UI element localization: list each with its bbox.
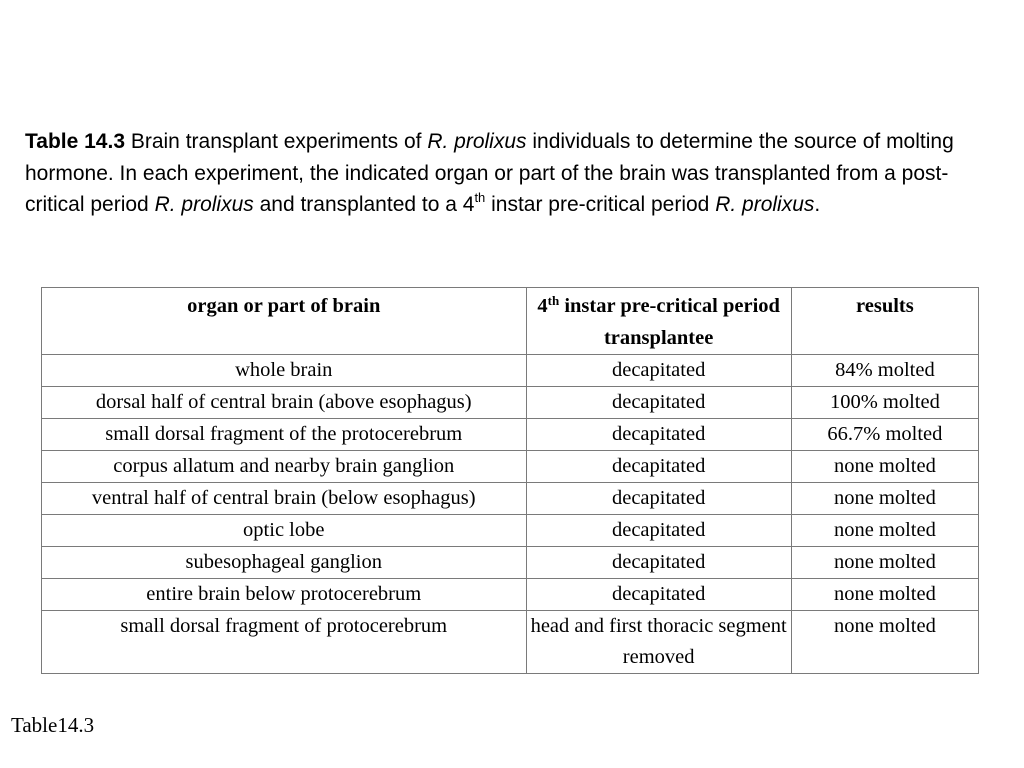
cell-transplantee: decapitated [526,579,791,611]
header-results: results [791,288,978,355]
cell-organ: subesophageal ganglion [42,547,527,579]
cell-result: none molted [791,483,978,515]
table-row [42,387,979,419]
table-caption [25,126,985,221]
table-row [42,611,979,674]
cell-organ: corpus allatum and nearby brain ganglion [42,451,527,483]
cell-transplantee: decapitated [526,355,791,387]
caption-text: and transplanted to a 4 [253,193,475,216]
caption-label: Table 14.3 [25,130,125,153]
caption-text: individuals to determine the source of molting hormone. In each experiment, the indicated organ or part of the brain was transplanted from a post-critical period [25,130,954,216]
cell-transplantee: decapitated [526,515,791,547]
header-ordinal-superscript: th [547,293,560,308]
cell-organ: dorsal half of central brain (above esophagus) [42,387,527,419]
cell-organ: entire brain below protocerebrum [42,579,527,611]
species-name: R. prolixus [715,193,815,216]
caption-text: instar pre-critical period [485,193,716,216]
cell-result: 100% molted [791,387,978,419]
cell-result: 66.7% molted [791,419,978,451]
caption-text: . [814,193,821,216]
table-row [42,547,979,579]
cell-transplantee: decapitated [526,451,791,483]
cell-transplantee: decapitated [526,483,791,515]
cell-result: none molted [791,611,978,674]
species-name: R. prolixus [154,193,254,216]
cell-organ: ventral half of central brain (below esophagus) [42,483,527,515]
table-row [42,579,979,611]
cell-organ: whole brain [42,355,527,387]
table-row [42,451,979,483]
table-row [42,419,979,451]
header-organ: organ or part of brain [42,288,527,355]
header-transplantee-label: instar pre-critical period transplantee [559,295,780,349]
slide-footer-label: Table14.3 [11,713,95,737]
cell-result: none molted [791,451,978,483]
table-row [42,515,979,547]
table-row [42,355,979,387]
header-transplantee-number: 4 [537,295,548,317]
cell-result: 84% molted [791,355,978,387]
species-name: R. prolixus [427,130,527,153]
caption-text: Brain transplant experiments of [125,130,428,153]
ordinal-superscript: th [474,190,486,205]
cell-transplantee: decapitated [526,419,791,451]
cell-organ: optic lobe [42,515,527,547]
cell-organ: small dorsal fragment of protocerebrum [42,611,527,674]
header-transplantee [526,288,791,355]
table-row [42,483,979,515]
cell-result: none molted [791,579,978,611]
results-table [41,287,979,674]
cell-transplantee: decapitated [526,387,791,419]
cell-result: none molted [791,515,978,547]
cell-organ: small dorsal fragment of the protocerebrum [42,419,527,451]
cell-result: none molted [791,547,978,579]
table-header-row [42,288,979,355]
cell-transplantee: decapitated [526,547,791,579]
cell-transplantee: head and first thoracic segment removed [526,611,791,674]
